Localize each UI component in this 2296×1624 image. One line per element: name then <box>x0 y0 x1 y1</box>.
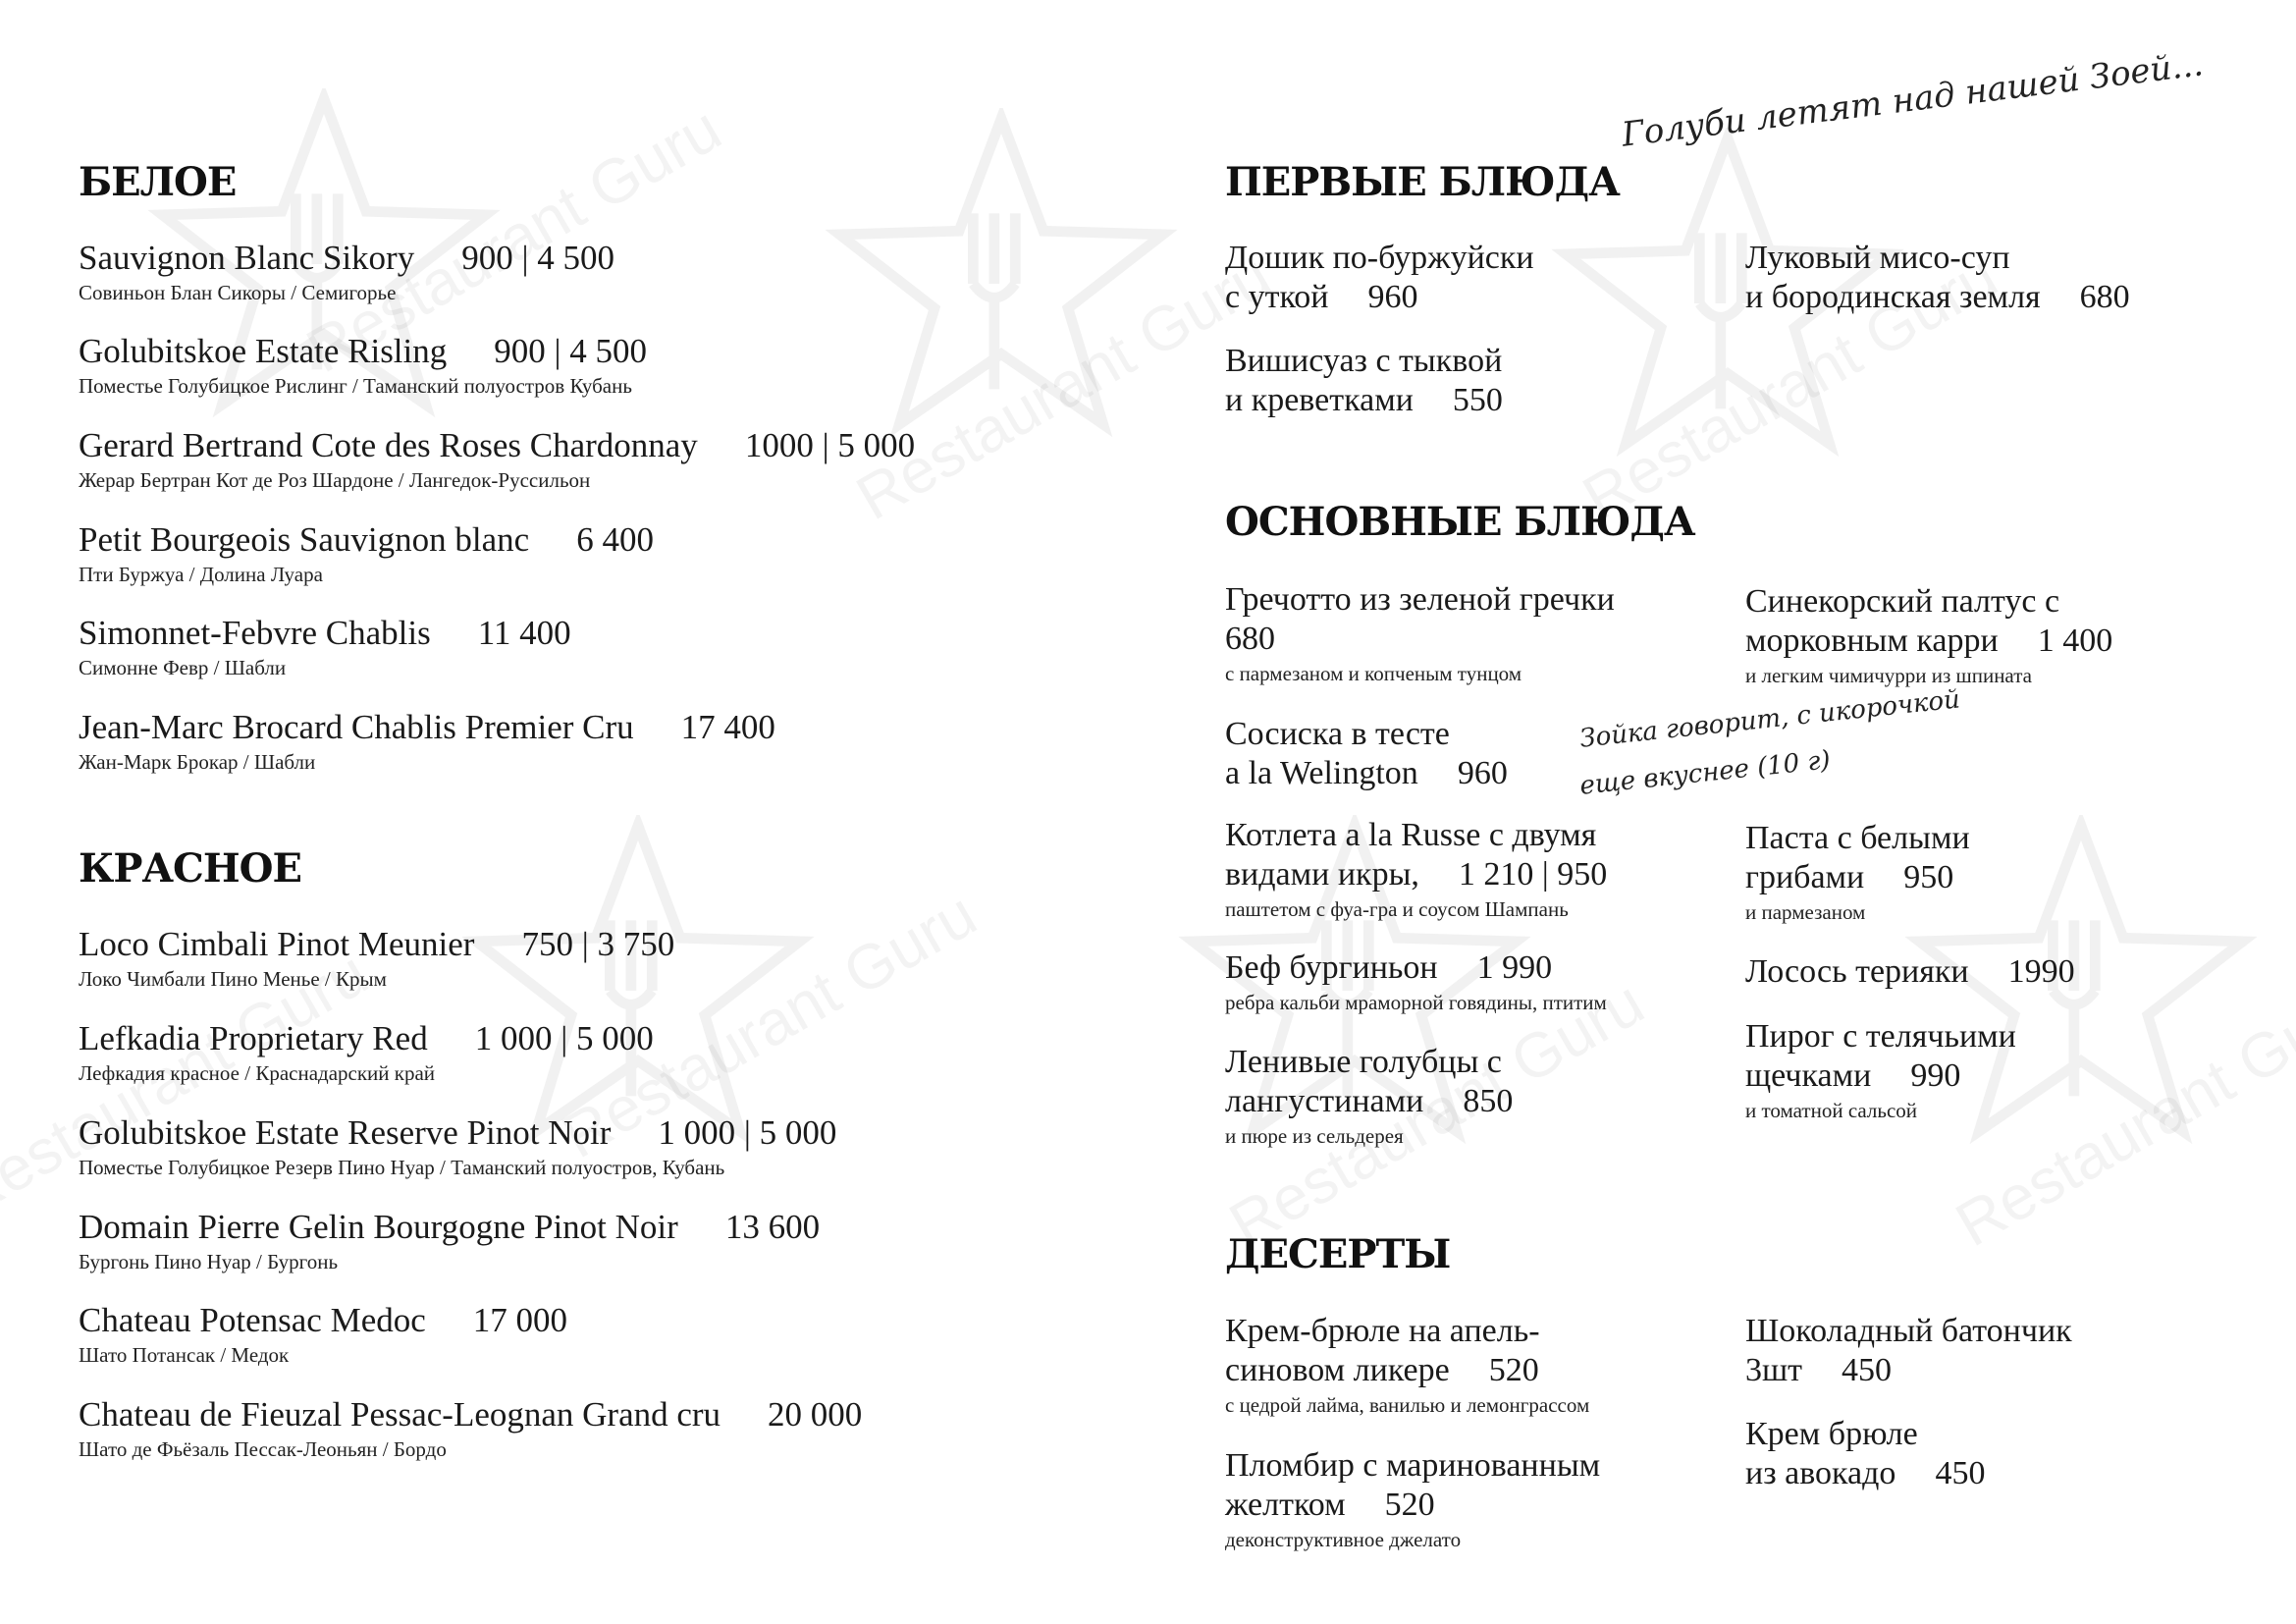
handwritten-note: Зойка говорит, с икорочкой <box>1578 684 1962 754</box>
dish-name-line1: Беф бургиньон <box>1225 949 1438 986</box>
wine-item <box>79 332 647 399</box>
wine-price: 6 400 <box>576 520 654 559</box>
dish-item <box>1745 819 1970 925</box>
section-title-first-courses: ПЕРВЫЕ БЛЮДА <box>1225 159 1620 205</box>
dish-price: 520 <box>1488 1352 1539 1388</box>
wine-price: 11 400 <box>477 614 571 652</box>
dish-price: 520 <box>1384 1487 1435 1523</box>
dish-price: 1990 <box>2007 953 2075 990</box>
dish-name-line1: Шоколадный батончик <box>1745 1313 2072 1349</box>
wine-price: 13 600 <box>724 1208 821 1246</box>
wine-name: Golubitskoe Estate Reserve Pinot Noir <box>79 1113 612 1152</box>
dish-price: 450 <box>1935 1455 1986 1491</box>
wine-price: 900 | 4 500 <box>494 332 648 370</box>
wine-subtitle: Поместье Голубицкое Рислинг / Таманский полуостров Кубань <box>79 374 632 398</box>
dish-item <box>1225 580 1615 686</box>
dish-subtitle: паштетом с фуа-гра и соусом Шампань <box>1225 897 1569 921</box>
dish-price: 960 <box>1457 755 1508 791</box>
wine-subtitle: Поместье Голубицкое Резерв Пино Нуар / Таманский полуостров, Кубань <box>79 1156 725 1179</box>
wine-subtitle: Жан-Марк Брокар / Шабли <box>79 750 316 774</box>
dish-item <box>1225 1446 1600 1552</box>
dish-item <box>1745 582 2112 688</box>
dish-name-line1: Крем брюле <box>1745 1416 1918 1452</box>
dish-item <box>1225 342 1503 420</box>
wine-subtitle: Пти Буржуа / Долина Луара <box>79 563 323 586</box>
dish-price: 1 400 <box>2037 623 2113 659</box>
dish-name-line1: Паста с белыми <box>1745 820 1970 856</box>
wine-name: Petit Bourgeois Sauvignon blanc <box>79 520 530 559</box>
dish-subtitle: и пармезаном <box>1745 900 1866 924</box>
wine-item <box>79 1301 567 1368</box>
dish-name-line2: с уткой <box>1225 279 1329 315</box>
dish-price: 950 <box>1903 859 1954 895</box>
dish-name-line1: Дошик по-буржуйски <box>1225 240 1534 276</box>
dish-price: 990 <box>1910 1057 1961 1094</box>
dish-item <box>1745 1415 1985 1493</box>
wine-item <box>79 239 614 305</box>
dish-subtitle: деконструктивное джелато <box>1225 1528 1462 1551</box>
dish-name-line2: 3шт <box>1745 1352 1803 1388</box>
wine-price: 20 000 <box>768 1395 863 1434</box>
dish-item <box>1745 1312 2072 1390</box>
dish-name-line1: Луковый мисо-суп <box>1745 240 2010 276</box>
dish-item <box>1225 715 1508 793</box>
dish-item <box>1225 948 1607 1015</box>
wine-name: Chateau Potensac Medoc <box>79 1301 426 1339</box>
dish-name-line1: Лосось терияки <box>1745 953 1969 990</box>
section-title-desserts: ДЕСЕРТЫ <box>1225 1231 1451 1277</box>
dish-name-line1: Пирог с телячьими <box>1745 1018 2016 1055</box>
dish-item <box>1225 816 1607 922</box>
wine-price: 17 000 <box>472 1301 568 1339</box>
dish-name-line2: a la Welington <box>1225 755 1418 791</box>
dish-price: 960 <box>1367 279 1418 315</box>
dish-item <box>1745 1017 2016 1123</box>
wine-item <box>79 1395 862 1462</box>
dish-name-line1: Ленивые голубцы с <box>1225 1044 1502 1080</box>
dish-price: 680 <box>2079 279 2130 315</box>
wine-item <box>79 1208 820 1274</box>
dish-price: 1 990 <box>1476 949 1553 986</box>
wine-name: Chateau de Fieuzal Pessac-Leognan Grand cru <box>79 1395 721 1434</box>
dish-subtitle: и легким чимичурри из шпината <box>1745 664 2032 687</box>
wine-subtitle: Лефкадия красное / Краснадарский край <box>79 1061 436 1085</box>
wine-price: 1 000 | 5 000 <box>474 1019 654 1057</box>
dish-name-line1: Гречотто из зеленой гречки <box>1225 581 1615 618</box>
dish-name-line1: Синекорский палтус с <box>1745 583 2060 620</box>
wine-name: Sauvignon Blanc Sikory <box>79 239 415 277</box>
wine-price: 17 400 <box>680 708 775 746</box>
wine-item <box>79 1113 836 1180</box>
section-title-red: КРАСНОЕ <box>79 845 302 892</box>
section-title-main-courses: ОСНОВНЫЕ БЛЮДА <box>1225 499 1695 545</box>
dish-name-line1: Сосиска в тесте <box>1225 716 1450 752</box>
dish-name-line1: Вишисуаз с тыквой <box>1225 343 1503 379</box>
wine-subtitle: Совиньон Блан Сикоры / Семигорье <box>79 281 397 304</box>
dish-name-line2: и креветками <box>1225 382 1414 418</box>
dish-price: 550 <box>1452 382 1503 418</box>
dish-price: 680 <box>1225 621 1275 657</box>
handwritten-note: еще вкуснее (10 г) <box>1578 745 1833 801</box>
wine-price: 750 | 3 750 <box>521 925 675 963</box>
dish-item <box>1745 952 2075 992</box>
wine-subtitle: Жерар Бертран Кот де Роз Шардоне / Лангедок-Руссильон <box>79 468 591 492</box>
dish-name-line1: Котлета a la Russe с двумя <box>1225 817 1597 853</box>
wine-item <box>79 520 654 587</box>
wine-name: Golubitskoe Estate Risling <box>79 332 448 370</box>
wine-name: Simonnet-Febvre Chablis <box>79 614 431 652</box>
dish-subtitle: и томатной сальсой <box>1745 1099 1918 1122</box>
dish-price: 450 <box>1842 1352 1893 1388</box>
wine-subtitle: Шато де Фьёзаль Пессак-Леоньян / Бордо <box>79 1437 447 1461</box>
handwritten-note: Голуби летят над нашей Зоей... <box>1620 44 2206 155</box>
dish-subtitle: с цедрой лайма, ванилью и лемонграссом <box>1225 1393 1590 1417</box>
wine-price: 1000 | 5 000 <box>744 426 916 464</box>
dish-subtitle: и пюре из сельдерея <box>1225 1124 1404 1148</box>
dish-item <box>1225 1312 1589 1418</box>
dish-name-line2: морковным карри <box>1745 623 1999 659</box>
dish-item <box>1225 239 1534 317</box>
dish-name-line2: видами икры, <box>1225 856 1419 893</box>
restaurant-guru-logo-icon <box>825 108 1178 442</box>
dish-name-line1: Пломбир с маринованным <box>1225 1447 1601 1484</box>
dish-name-line2: щечками <box>1745 1057 1872 1094</box>
wine-item <box>79 426 915 493</box>
dish-item <box>1225 1043 1513 1149</box>
wine-item <box>79 614 571 680</box>
dish-price: 850 <box>1463 1083 1514 1119</box>
wine-name: Domain Pierre Gelin Bourgogne Pinot Noir <box>79 1208 678 1246</box>
wine-name: Jean-Marc Brocard Chablis Premier Cru <box>79 708 634 746</box>
dish-name-line2: синовом ликере <box>1225 1352 1450 1388</box>
dish-name-line2: лангустинами <box>1225 1083 1424 1119</box>
wine-name: Lefkadia Proprietary Red <box>79 1019 428 1057</box>
dish-item <box>1745 239 2130 317</box>
dish-subtitle: с пармезаном и копченым тунцом <box>1225 662 1522 685</box>
dish-name-line1: Крем-брюле на апель- <box>1225 1313 1540 1349</box>
wine-subtitle: Бургонь Пино Нуар / Бургонь <box>79 1250 339 1273</box>
dish-price: 1 210 | 950 <box>1458 856 1608 893</box>
dish-subtitle: ребра кальби мраморной говядины, птитим <box>1225 991 1607 1014</box>
wine-subtitle: Симонне Февр / Шабли <box>79 656 287 679</box>
wine-name: Gerard Bertrand Cote des Roses Chardonnay <box>79 426 698 464</box>
wine-price: 1 000 | 5 000 <box>658 1113 837 1152</box>
wine-name: Loco Cimbali Pinot Meunier <box>79 925 475 963</box>
section-title-white: БЕЛОЕ <box>79 159 237 205</box>
wine-price: 900 | 4 500 <box>461 239 614 277</box>
dish-name-line2: желтком <box>1225 1487 1346 1523</box>
wine-subtitle: Локо Чимбали Пино Менье / Крым <box>79 967 387 991</box>
dish-name-line2: грибами <box>1745 859 1865 895</box>
wine-subtitle: Шато Потансак / Медок <box>79 1343 290 1367</box>
wine-item <box>79 1019 654 1086</box>
wine-item <box>79 925 674 992</box>
wine-item <box>79 708 775 775</box>
dish-name-line2: и бородинская земля <box>1745 279 2041 315</box>
dish-name-line2: из авокадо <box>1745 1455 1896 1491</box>
